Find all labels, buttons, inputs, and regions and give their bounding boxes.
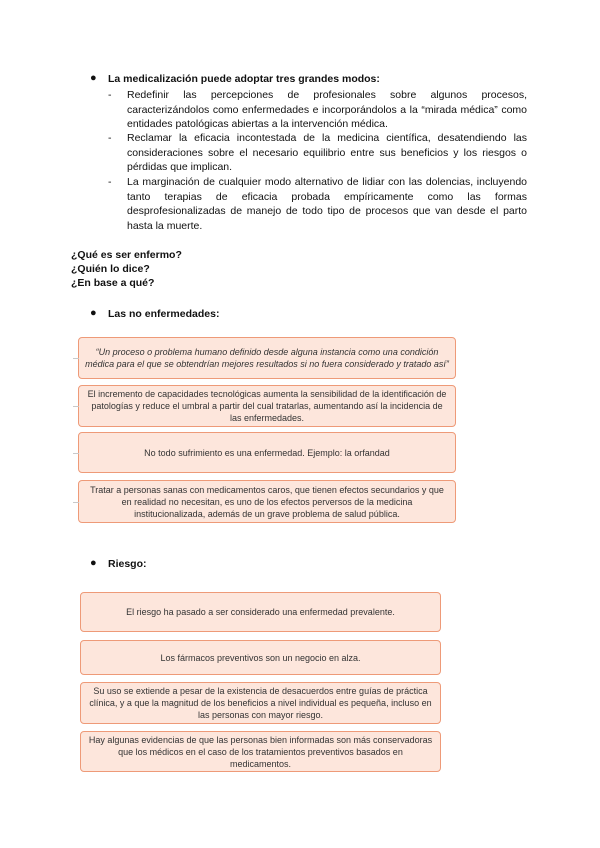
bullet-dot: ● [90,557,97,569]
bullet-dot: ● [90,307,97,319]
bullet-dot: ● [90,72,97,84]
list-item: - La marginación de cualquier modo alternativo de lidiar con las dolencias, incluyendo tanto terapias de eficacia probada empíricamente como las formas desprofesionalizadas de manejo de todo tipo de procesos que van desde el parto hasta la muerte. [108,176,527,232]
section2-heading: Las no enfermedades: [108,308,220,320]
concept-box: Hay algunas evidencias de que las personas bien informadas son más conservadoras que los médicos en el caso de los tratamientos preventivos basados en medicamentos. [80,731,441,772]
concept-box: “Un proceso o problema humano definido desde alguna instancia como una condición médica para el que se obtendrían mejores resultados si no fuera considerado y tratado así” [78,337,456,379]
section1-heading: La medicalización puede adoptar tres grandes modos: [108,73,380,85]
concept-box: Tratar a personas sanas con medicamentos caros, que tienen efectos secundarios y que en realidad no necesitan, es uno de los efectos perversos de la medicina institucionalizada, además de un grave problema de salud pública. [78,480,456,523]
question: ¿Quién lo dice? [71,263,150,275]
concept-box: Su uso se extiende a pesar de la existencia de desacuerdos entre guías de práctica clínica, y a que la magnitud de los beneficios a nivel individual es pequeña, incluso en las personas con mayor riesgo. [80,682,441,724]
section3-heading: Riesgo: [108,558,147,570]
list-item: - Redefinir las percepciones de profesionales sobre algunos procesos, caracterizándolos como enfermedades e incorporándolos a la “mirada médica” como entidades patológicas abiertas a la intervención médica. [108,89,527,130]
question: ¿Qué es ser enfermo? [71,249,182,261]
concept-box: Los fármacos preventivos son un negocio en alza. [80,640,441,675]
question: ¿En base a qué? [71,277,155,289]
list-item: - Reclamar la eficacia incontestada de la medicina científica, desatendiendo las consideraciones sobre el necesario equilibrio entre sus beneficios y los riesgos o pérdidas que implican. [108,132,527,173]
concept-box: El incremento de capacidades tecnológicas aumenta la sensibilidad de la identificación de patologías y reduce el umbral a partir del cual tratarlas, aumentando así la incidencia de las enfermedades. [78,385,456,427]
concept-box: No todo sufrimiento es una enfermedad. Ejemplo: la orfandad [78,432,456,473]
concept-box: El riesgo ha pasado a ser considerado una enfermedad prevalente. [80,592,441,632]
